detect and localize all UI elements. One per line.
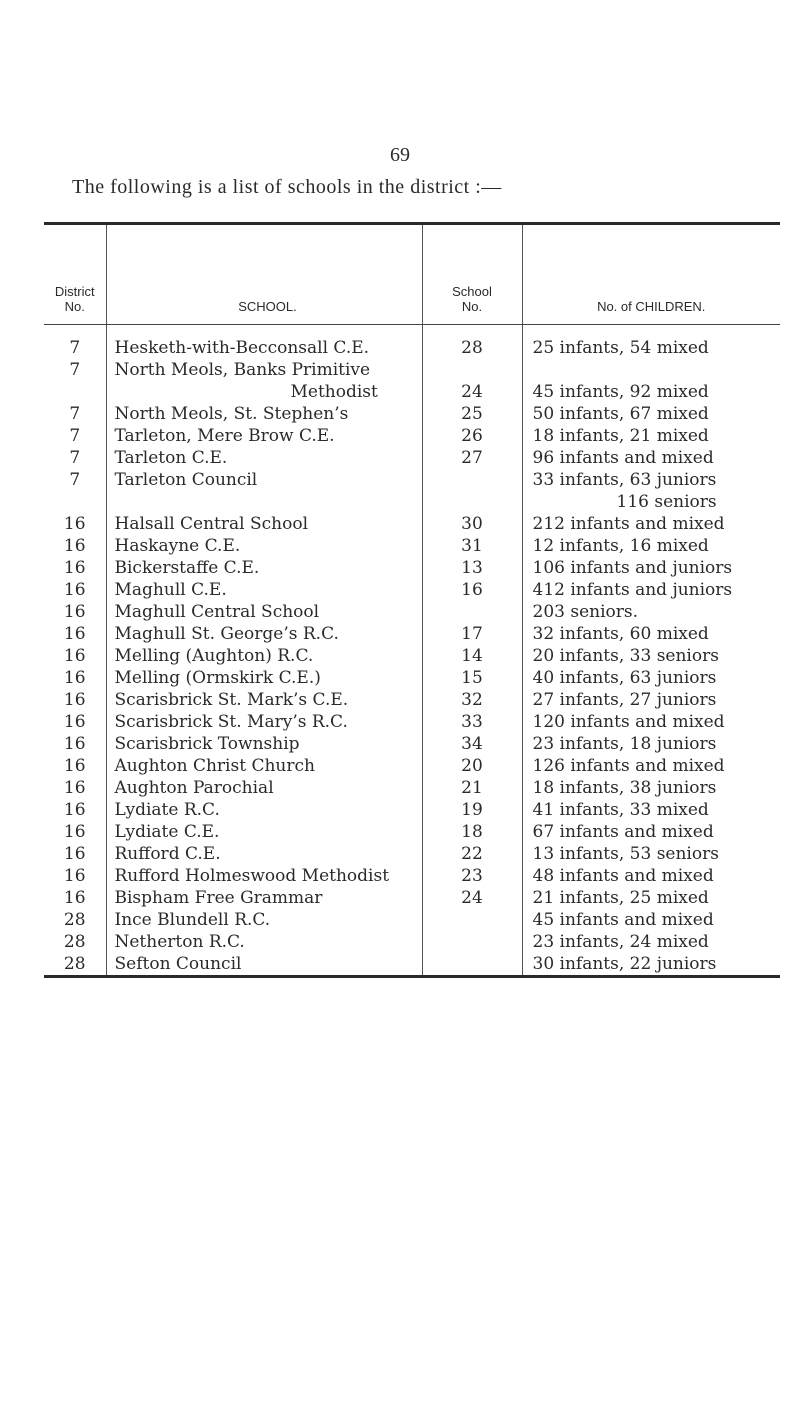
children-cell	[522, 777, 780, 799]
header-district-line1: District	[54, 284, 95, 299]
school-name-cell	[106, 623, 422, 645]
header-children: No. of CHILDREN.	[522, 225, 780, 325]
school-name-line: North Meols, Banks Primitive	[114, 360, 371, 380]
school-name-cell	[106, 557, 422, 579]
children-line: 40 infants, 63 juniors	[532, 668, 717, 688]
children-line: 33 infants, 63 juniors	[532, 470, 717, 490]
table-row	[44, 777, 780, 799]
district-no-cell: 28	[44, 909, 106, 931]
children-line: 106 infants and juniors	[532, 558, 733, 578]
header-school-no-line1: School	[452, 284, 492, 299]
children-cell	[522, 865, 780, 887]
school-name-line: Bispham Free Grammar	[114, 888, 323, 908]
school-name-line: Aughton Parochial	[114, 778, 274, 798]
district-no-cell: 28	[44, 931, 106, 953]
school-no-cell: 14	[422, 645, 522, 667]
header-district-no	[44, 225, 106, 325]
table-row	[44, 931, 780, 953]
children-line: 412 infants and juniors	[532, 580, 733, 600]
children-cell	[522, 513, 780, 535]
school-name-cell	[106, 843, 422, 865]
school-name-line: Hesketh-with-Becconsall C.E.	[114, 338, 370, 358]
children-line: 48 infants and mixed	[532, 866, 714, 886]
children-cell	[522, 667, 780, 689]
school-name-line: Tarleton Council	[114, 470, 258, 490]
school-no-cell: 13	[422, 557, 522, 579]
table-row	[44, 535, 780, 557]
table-row	[44, 821, 780, 843]
school-name-cell	[106, 887, 422, 909]
school-name-cell	[106, 733, 422, 755]
table-row	[44, 953, 780, 975]
school-no-cell: 16	[422, 579, 522, 601]
school-no-cell: 21	[422, 777, 522, 799]
school-name-cell	[106, 425, 422, 447]
table-row	[44, 601, 780, 623]
district-no-cell: 16	[44, 711, 106, 733]
school-no-cell: 26	[422, 425, 522, 447]
school-name-line: Halsall Central School	[114, 514, 309, 534]
children-cell	[522, 645, 780, 667]
children-cell	[522, 535, 780, 557]
district-no-cell: 16	[44, 887, 106, 909]
intro-text: The following is a list of schools in the district :—	[72, 176, 502, 198]
table-row	[44, 447, 780, 469]
header-district-line2: No.	[64, 299, 85, 314]
school-name-cell	[106, 403, 422, 425]
table-row	[44, 579, 780, 601]
children-line: 18 infants, 21 mixed	[532, 426, 709, 446]
district-no-cell: 16	[44, 667, 106, 689]
table-row	[44, 733, 780, 755]
school-name-line: Netherton R.C.	[114, 932, 245, 952]
school-no-cell: 15	[422, 667, 522, 689]
table-header-row	[44, 225, 780, 325]
district-no-cell: 16	[44, 535, 106, 557]
school-name-cell	[106, 689, 422, 711]
children-cell	[522, 711, 780, 733]
school-no-cell: 20	[422, 755, 522, 777]
children-cell	[522, 689, 780, 711]
children-line: 23 infants, 24 mixed	[532, 932, 709, 952]
table-row	[44, 469, 780, 513]
children-line: 13 infants, 53 seniors	[532, 844, 719, 864]
school-name-cell	[106, 777, 422, 799]
children-cell	[522, 469, 780, 513]
school-no-cell: 32	[422, 689, 522, 711]
children-line: 30 infants, 22 juniors	[532, 954, 717, 974]
table-row	[44, 711, 780, 733]
table-row	[44, 667, 780, 689]
school-no-cell	[422, 601, 522, 623]
table-row	[44, 887, 780, 909]
school-name-line: Methodist	[290, 382, 378, 402]
children-cell	[522, 755, 780, 777]
school-no-cell: 22	[422, 843, 522, 865]
children-cell	[522, 909, 780, 931]
school-no-cell	[422, 953, 522, 975]
school-name-cell	[106, 821, 422, 843]
school-name-cell	[106, 579, 422, 601]
header-school-no-line2: No.	[461, 299, 483, 314]
schools-table	[44, 225, 780, 975]
children-cell	[522, 821, 780, 843]
children-line: 12 infants, 16 mixed	[532, 536, 709, 556]
table-row	[44, 689, 780, 711]
school-no-cell: 30	[422, 513, 522, 535]
district-no-cell: 16	[44, 755, 106, 777]
header-school-no	[422, 225, 522, 325]
district-no-cell: 7	[44, 325, 106, 360]
children-cell	[522, 425, 780, 447]
school-name-cell	[106, 645, 422, 667]
table-row	[44, 557, 780, 579]
school-name-line: Bickerstaffe C.E.	[114, 558, 260, 578]
children-line: 23 infants, 18 juniors	[532, 734, 717, 754]
school-name-cell	[106, 513, 422, 535]
children-cell	[522, 601, 780, 623]
school-name-cell	[106, 755, 422, 777]
children-line: 18 infants, 38 juniors	[532, 778, 717, 798]
district-no-cell: 16	[44, 645, 106, 667]
school-name-line: Scarisbrick Township	[114, 734, 300, 754]
district-no-cell: 16	[44, 623, 106, 645]
school-no-cell: 18	[422, 821, 522, 843]
school-no-cell: 31	[422, 535, 522, 557]
table-row	[44, 909, 780, 931]
school-name-cell	[106, 953, 422, 975]
children-line: 45 infants and mixed	[532, 910, 714, 930]
school-name-line: Maghull St. George’s R.C.	[114, 624, 339, 644]
school-name-line: Melling (Ormskirk C.E.)	[114, 668, 321, 688]
district-no-cell: 16	[44, 843, 106, 865]
school-name-line: Rufford Holmeswood Methodist	[114, 866, 390, 886]
school-name-cell	[106, 325, 422, 360]
school-name-line: Aughton Christ Church	[114, 756, 315, 776]
school-no-cell: 24	[422, 887, 522, 909]
district-no-cell: 7	[44, 359, 106, 403]
table-row	[44, 799, 780, 821]
school-name-cell	[106, 359, 422, 403]
children-cell	[522, 359, 780, 403]
children-line: 41 infants, 33 mixed	[532, 800, 709, 820]
children-cell	[522, 843, 780, 865]
children-line: 120 infants and mixed	[532, 712, 725, 732]
children-line: 212 infants and mixed	[532, 514, 725, 534]
district-no-cell: 16	[44, 799, 106, 821]
schools-table-container	[44, 222, 780, 978]
school-no-cell: 28	[422, 325, 522, 360]
school-name-cell	[106, 711, 422, 733]
school-no-cell: 23	[422, 865, 522, 887]
table-row	[44, 403, 780, 425]
school-name-line: Sefton Council	[114, 954, 242, 974]
school-name-line: Haskayne C.E.	[114, 536, 241, 556]
district-no-cell: 16	[44, 579, 106, 601]
table-row	[44, 843, 780, 865]
district-no-cell: 7	[44, 469, 106, 513]
school-no-cell: 19	[422, 799, 522, 821]
school-name-cell	[106, 447, 422, 469]
school-no-cell	[422, 931, 522, 953]
children-cell	[522, 953, 780, 975]
table-row	[44, 645, 780, 667]
school-name-line: Lydiate C.E.	[114, 822, 220, 842]
school-name-line: North Meols, St. Stephen’s	[114, 404, 349, 424]
school-name-line: Melling (Aughton) R.C.	[114, 646, 314, 666]
children-cell	[522, 623, 780, 645]
children-cell	[522, 799, 780, 821]
header-school: SCHOOL.	[106, 225, 422, 325]
school-name-line: Maghull C.E.	[114, 580, 227, 600]
children-line: 96 infants and mixed	[532, 448, 714, 468]
school-name-line: Scarisbrick St. Mark’s C.E.	[114, 690, 349, 710]
school-no-cell: 27	[422, 447, 522, 469]
children-cell	[522, 887, 780, 909]
district-no-cell: 7	[44, 425, 106, 447]
children-line: 27 infants, 27 juniors	[532, 690, 717, 710]
school-name-cell	[106, 601, 422, 623]
children-cell	[522, 557, 780, 579]
school-name-line: Lydiate R.C.	[114, 800, 220, 820]
school-no-cell: 17	[422, 623, 522, 645]
district-no-cell: 16	[44, 513, 106, 535]
district-no-cell: 16	[44, 733, 106, 755]
children-line: 21 infants, 25 mixed	[532, 888, 709, 908]
district-no-cell: 16	[44, 601, 106, 623]
district-no-cell: 16	[44, 689, 106, 711]
school-no-cell: 24	[422, 359, 522, 403]
school-name-cell	[106, 799, 422, 821]
children-cell	[522, 447, 780, 469]
table-bottom-rule	[44, 975, 780, 978]
school-name-cell	[106, 865, 422, 887]
district-no-cell: 7	[44, 447, 106, 469]
school-no-cell	[422, 909, 522, 931]
children-line: 45 infants, 92 mixed	[532, 382, 709, 402]
children-line: 25 infants, 54 mixed	[532, 338, 709, 358]
table-row	[44, 755, 780, 777]
children-line: 20 infants, 33 seniors	[532, 646, 719, 666]
school-name-cell	[106, 909, 422, 931]
table-body	[44, 325, 780, 976]
district-no-cell: 7	[44, 403, 106, 425]
school-name-cell	[106, 469, 422, 513]
table-row	[44, 513, 780, 535]
school-name-line: Tarleton, Mere Brow C.E.	[114, 426, 335, 446]
district-no-cell: 16	[44, 557, 106, 579]
district-no-cell: 16	[44, 821, 106, 843]
school-no-cell: 25	[422, 403, 522, 425]
school-no-cell: 33	[422, 711, 522, 733]
children-line: 67 infants and mixed	[532, 822, 714, 842]
table-row	[44, 865, 780, 887]
school-name-line: Maghull Central School	[114, 602, 320, 622]
district-no-cell: 16	[44, 777, 106, 799]
children-cell	[522, 733, 780, 755]
children-line: 126 infants and mixed	[532, 756, 725, 776]
district-no-cell: 28	[44, 953, 106, 975]
children-line: 203 seniors.	[532, 602, 639, 622]
page-number: 69	[390, 144, 410, 166]
children-line: 50 infants, 67 mixed	[532, 404, 709, 424]
children-cell	[522, 325, 780, 360]
children-cell	[522, 579, 780, 601]
table-row	[44, 359, 780, 403]
district-no-cell: 16	[44, 865, 106, 887]
school-name-line: Rufford C.E.	[114, 844, 221, 864]
table-row	[44, 325, 780, 360]
school-no-cell: 34	[422, 733, 522, 755]
school-name-cell	[106, 667, 422, 689]
table-row	[44, 425, 780, 447]
school-name-cell	[106, 535, 422, 557]
children-line: 32 infants, 60 mixed	[532, 624, 709, 644]
school-name-line: Tarleton C.E.	[114, 448, 228, 468]
children-line: 116 seniors	[616, 492, 717, 512]
school-name-line: Ince Blundell R.C.	[114, 910, 271, 930]
school-name-line: Scarisbrick St. Mary’s R.C.	[114, 712, 348, 732]
school-name-cell	[106, 931, 422, 953]
table-row	[44, 623, 780, 645]
school-no-cell	[422, 469, 522, 513]
children-cell	[522, 931, 780, 953]
children-cell	[522, 403, 780, 425]
